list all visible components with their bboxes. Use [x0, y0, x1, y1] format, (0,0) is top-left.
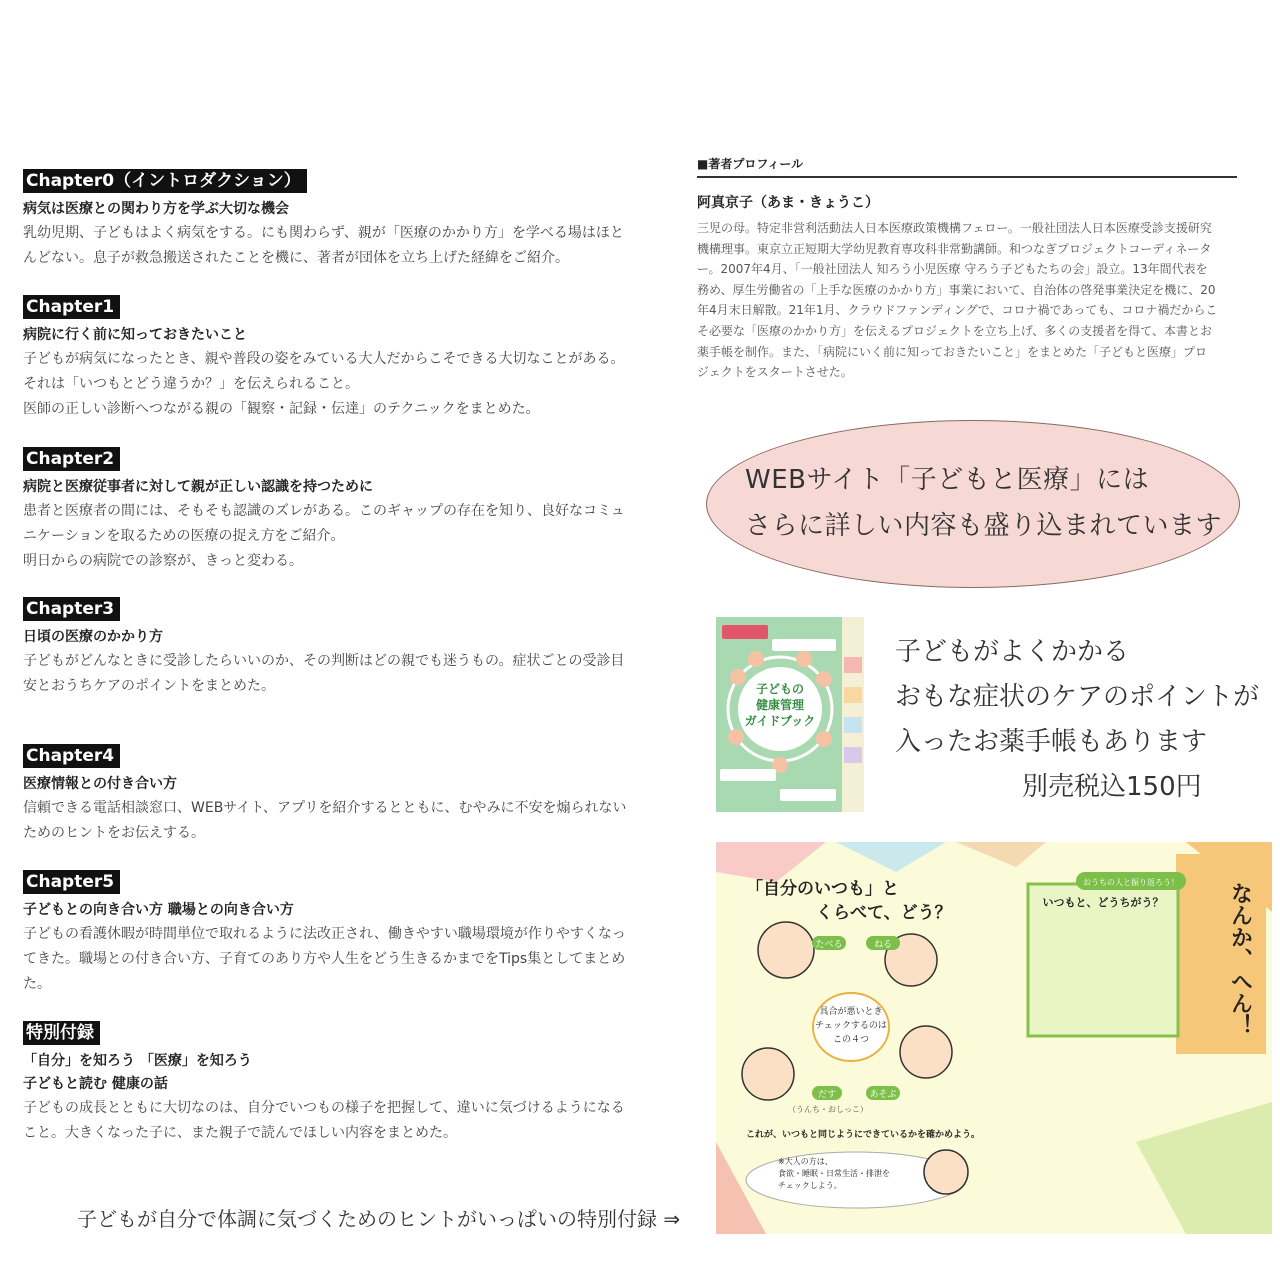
chapter-subtitle: 「自分」を知ろう 「医療」を知ろう [23, 1053, 252, 1069]
profile-line: ー。2007年4月、「一般社団法人 知ろう小児医療 守ろう子どもたちの会」設立。13年間代表を [697, 262, 1208, 277]
chapter-body-line: 子どもの成長とともに大切なのは、自分でいつもの様子を把握して、違いに気づけるようになる [23, 1100, 625, 1116]
chapter-label: Chapter4 [23, 744, 120, 768]
spread-heading-2: くらべて、どう？ [816, 903, 952, 923]
chapter-4 [23, 744, 683, 846]
adult-note-3: チェックしよう。 [778, 1181, 842, 1190]
chapter-label: Chapter2 [23, 447, 120, 471]
profile-line: 機構理事。東京立正短期大学幼児教育専攻科非常勤講師。和つなぎプロジェクトコーディネータ [697, 241, 1212, 256]
chapter-subtitle: 子どもとの向き合い方 職場との向き合い方 [23, 902, 294, 918]
chapter-body-line: 安とおうちケアのポイントをまとめた。 [23, 678, 275, 694]
chapter-body-line: んどない。息子が救急搬送されたことを機に、著者が団体を立ち上げた経緯をご紹介。 [23, 250, 569, 266]
spread-right-heading: なんか、へん！ [1227, 882, 1253, 1036]
tag-play: あそぶ [869, 1090, 897, 1100]
profile-line: そ必要な「医療のかかり方」を伝えるプロジェクトを立ち上げ、多くの支援者を得て、本書とお [697, 323, 1213, 338]
center-note-1: 具合が悪いとき [819, 1007, 883, 1017]
special-supplement-caption: 子どもが自分で体調に気づくためのヒントがいっぱいの特別付録 ⇒ [77, 1207, 681, 1231]
chapter-subtitle: 医療情報との付き合い方 [23, 776, 177, 792]
box-tag: おうちの人と振り返ろう！ [1083, 878, 1179, 887]
chapter-special [23, 1021, 683, 1146]
profile-line: 薬手帳を制作。また、「病院にいく前に知っておきたいこと」をまとめた「子どもと医療」プロ [697, 344, 1208, 359]
chapter-body-line: てきた。職場との付き合い方、子育てのあり方や人生をどう生きるかまでをTips集としてまとめ [23, 951, 626, 967]
chapter-label: Chapter0（イントロダクション） [23, 169, 307, 193]
chapter-subtitle: 病気は医療との関わり方を学ぶ大切な機会 [23, 201, 289, 217]
booklet-price: 別売税込150円 [1022, 772, 1202, 802]
center-note-3: この４つ [832, 1035, 870, 1045]
promo-line: 入ったお薬手帳もあります [895, 727, 1208, 757]
medicine-notebook-cover [716, 617, 864, 812]
chapter-body-line: 子どもの看護休暇が時間単位で取れるように法改正され、働きやすい職場環境が作りやすくなっ [23, 926, 626, 942]
website-note-oval [706, 420, 1240, 588]
out-subtitle: （うんち・おしっこ） [788, 1105, 868, 1114]
chapter-body [23, 1096, 683, 1146]
chapter-body-line: それは「いつもとどう違うか？」を伝えられること。 [23, 376, 359, 392]
check-line: これが、いつもと同じようにできているかを確かめよう。 [746, 1130, 981, 1140]
chapter-body-line: 信頼できる電話相談窓口、WEBサイト、アプリを紹介するとともに、むやみに不安を煽られない [23, 800, 627, 816]
chapter-1 [23, 295, 683, 422]
tag-eat: たべる [815, 940, 843, 950]
spread-heading: 「自分のいつも」と [746, 879, 899, 899]
promo-line: おもな症状のケアのポイントが [895, 682, 1260, 712]
chapter-body-line: ニケーションを取るための医療の捉え方をご紹介。 [23, 528, 345, 544]
chapter-body-line: 子どもが病気になったとき、親や普段の姿をみている大人だからこそできる大切なことがある。 [23, 351, 625, 367]
website-note-line-2: さらに詳しい内容も盛り込まれています [745, 511, 1223, 541]
booklet-promo [895, 630, 1259, 765]
website-note-line-1: WEBサイト「子どもと医療」には [745, 465, 1150, 495]
profile-line: 務め、厚生労働省の「上手な医療のかかり方」事業において、自治体の啓発事業決定を機に、20 [697, 282, 1216, 297]
profile-heading: ■著者プロフィール [697, 155, 1237, 178]
chapter-body [23, 221, 683, 271]
chapter-subtitle: 病院と医療従事者に対して親が正しい認識を持つために [23, 479, 373, 495]
chapter-subtitle-2: 子どもと読む 健康の話 [23, 1076, 168, 1092]
chapter-5 [23, 870, 683, 997]
tag-sleep: ねる [873, 940, 893, 950]
chapter-body [23, 922, 683, 997]
chapter-body-line: 明日からの病院での診察が、きっと変わる。 [23, 553, 303, 569]
chapter-body-line: 子どもがどんなときに受診したらいいのか、その判断はどの親でも迷うもの。症状ごとの受診目 [23, 653, 625, 669]
adult-note-2: 食欲・睡眠・日常生活・排泄を [778, 1169, 890, 1178]
chapter-label: Chapter5 [23, 870, 120, 894]
supplement-spread [716, 842, 1272, 1234]
booklet-title-1: 子どもの [755, 682, 805, 696]
profile-line: 年4月末日解散。21年1月、クラウドファンディングで、コロナ禍であっても、コロナ禍だからこ [697, 303, 1218, 318]
chapter-body-line: た。 [23, 976, 51, 992]
center-note-2: チェックするのは [815, 1021, 887, 1031]
adult-note-1: ※大人の方は、 [778, 1157, 833, 1166]
author-name: 阿真京子（あま・きょうこ） [697, 195, 879, 211]
chapter-body [23, 649, 683, 699]
booklet-illustration [716, 617, 864, 812]
chapter-label: 特別付録 [23, 1021, 100, 1045]
profile-line: ジェクトをスタートさせた。 [697, 365, 853, 380]
booklet-title-2: 健康管理 [755, 698, 805, 712]
chapter-subtitle: 日頃の医療のかかり方 [23, 629, 163, 645]
author-profile [697, 155, 1237, 383]
spread-illustration [716, 842, 1272, 1234]
profile-line: 三児の母。特定非営利活動法人日本医療政策機構フェロー。一般社団法人日本医療受診支援研究 [697, 221, 1212, 235]
chapter-label: Chapter1 [23, 295, 120, 319]
chapter-3 [23, 597, 683, 699]
chapter-body-line: 患者と医療者の間には、そもそも認識のズレがある。このギャップの存在を知り、良好なコミュ [23, 503, 625, 519]
chapter-body-line: ためのヒントをお伝えする。 [23, 825, 205, 841]
chapter-body-line: 医師の正しい診断へつながる親の「観察・記録・伝達」のテクニックをまとめた。 [23, 401, 540, 417]
chapter-body [23, 499, 683, 574]
tag-out: だす [817, 1090, 837, 1100]
chapter-subtitle: 病院に行く前に知っておきたいこと [23, 327, 247, 343]
profile-text [697, 218, 1237, 383]
box-title: いつもと、どうちがう？ [1042, 896, 1164, 909]
chapter-label: Chapter3 [23, 597, 120, 621]
chapter-body [23, 796, 683, 846]
chapter-0 [23, 169, 683, 271]
chapter-body-line: こと。大きくなった子に、また親子で読んでほしい内容をまとめた。 [23, 1125, 457, 1141]
chapter-body [23, 347, 683, 422]
chapter-body-line: 乳幼児期、子どもはよく病気をする。にも関わらず、親が「医療のかかり方」を学べる場はほと [23, 225, 624, 241]
chapter-2 [23, 447, 683, 574]
promo-line: 子どもがよくかかる [895, 637, 1130, 667]
booklet-title-3: ガイドブック [744, 714, 816, 728]
